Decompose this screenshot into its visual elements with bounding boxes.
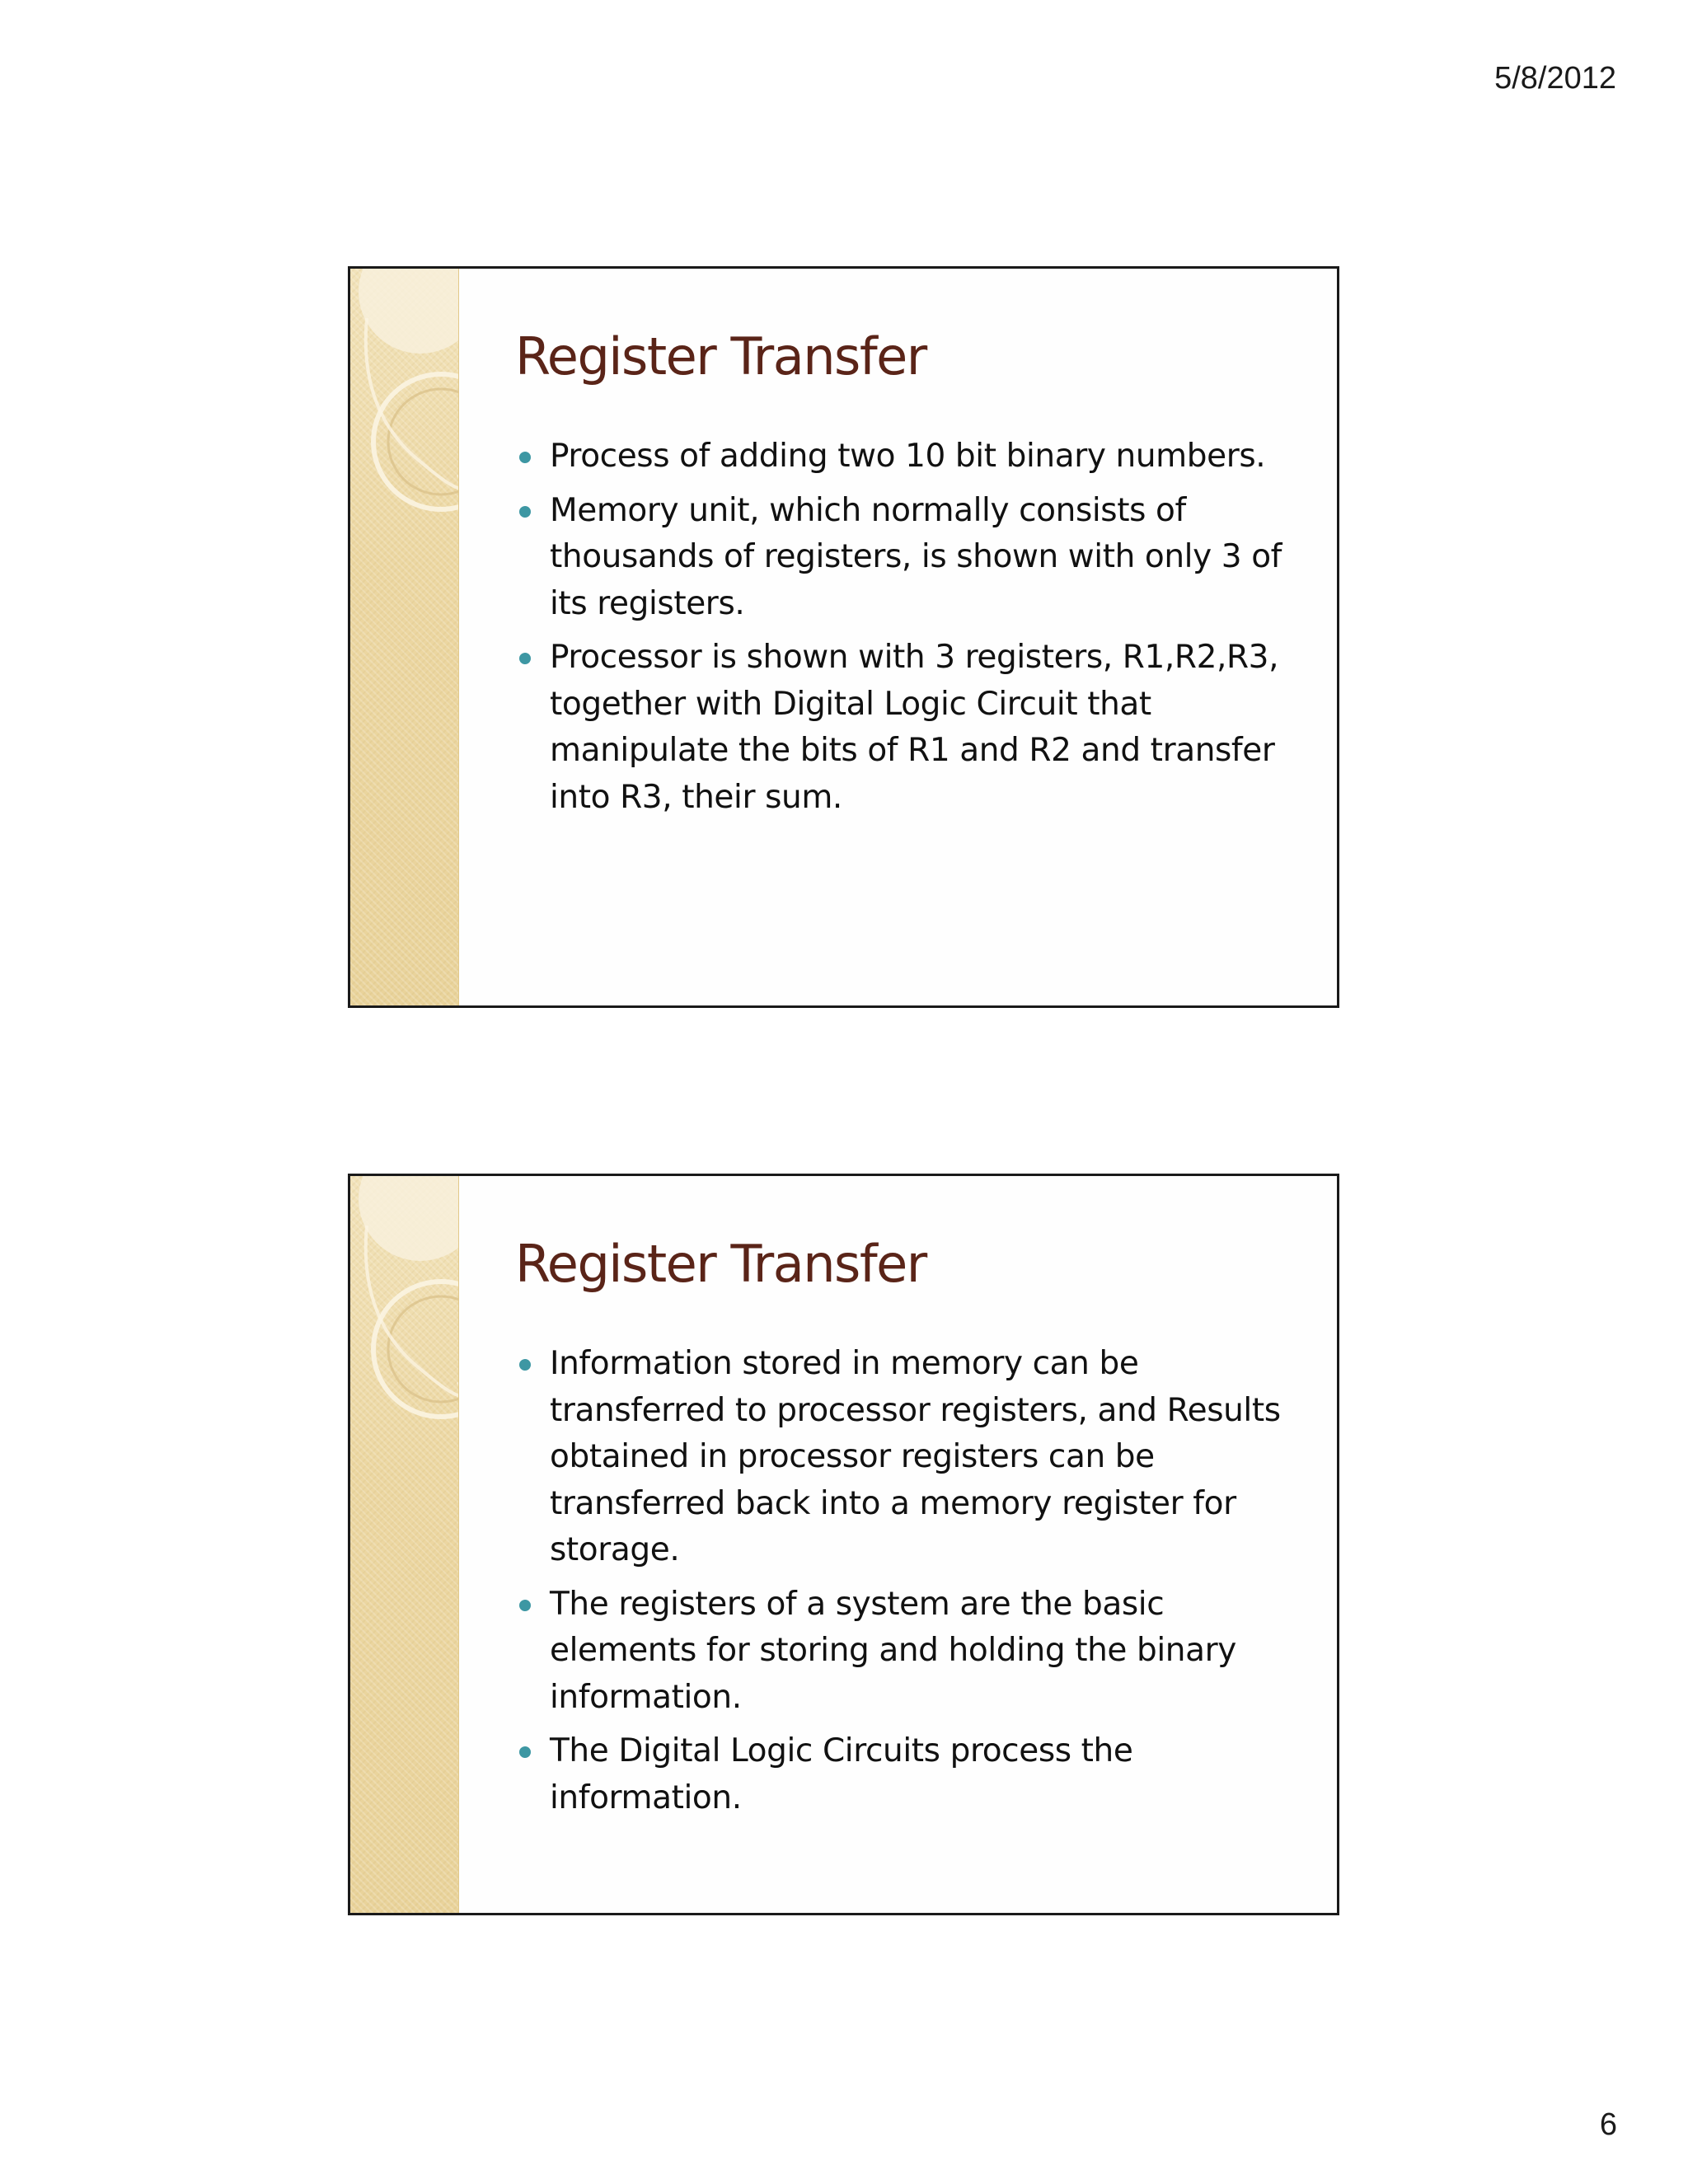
bullet-text: Processor is shown with 3 registers, R1,R2,R3, together with Digital Logic Circuit that manipulate the bits of R1 and R2 and transfer into R3, their sum. xyxy=(550,639,1279,816)
bullet-icon xyxy=(519,506,531,518)
decorative-sidebar xyxy=(350,269,459,1005)
list-item xyxy=(519,635,1306,821)
bullet-text: Memory unit, which normally consists of thousands of registers, is shown with only 3 of its registers. xyxy=(550,491,1282,622)
bullet-list xyxy=(519,1341,1306,1829)
bullet-icon xyxy=(519,1600,531,1611)
page-number: 6 xyxy=(1599,2107,1617,2142)
slide-title: Register Transfer xyxy=(515,1234,926,1294)
list-item xyxy=(519,488,1306,628)
slide-title: Register Transfer xyxy=(515,326,926,387)
slide-1 xyxy=(348,266,1339,1008)
bullet-icon xyxy=(519,452,531,463)
bullet-text: The registers of a system are the basic elements for storing and holding the binary information. xyxy=(550,1585,1236,1716)
circle-ornament-icon xyxy=(350,269,458,532)
list-item xyxy=(519,434,1306,480)
circle-ornament-icon xyxy=(350,1176,458,1440)
bullet-icon xyxy=(519,653,531,664)
page-date: 5/8/2012 xyxy=(1494,61,1616,96)
list-item xyxy=(519,1582,1306,1722)
bullet-text: Process of adding two 10 bit binary numbers. xyxy=(550,438,1266,475)
bullet-list xyxy=(519,434,1306,828)
decorative-sidebar xyxy=(350,1176,459,1913)
list-item xyxy=(519,1341,1306,1574)
list-item xyxy=(519,1728,1306,1821)
slide-2 xyxy=(348,1174,1339,1915)
bullet-text: The Digital Logic Circuits process the information. xyxy=(550,1732,1133,1816)
bullet-icon xyxy=(519,1746,531,1758)
bullet-text: Information stored in memory can be transferred to processor registers, and Results obtained in processor registers can be transferred back into a memory register for storage. xyxy=(550,1345,1281,1568)
bullet-icon xyxy=(519,1359,531,1371)
